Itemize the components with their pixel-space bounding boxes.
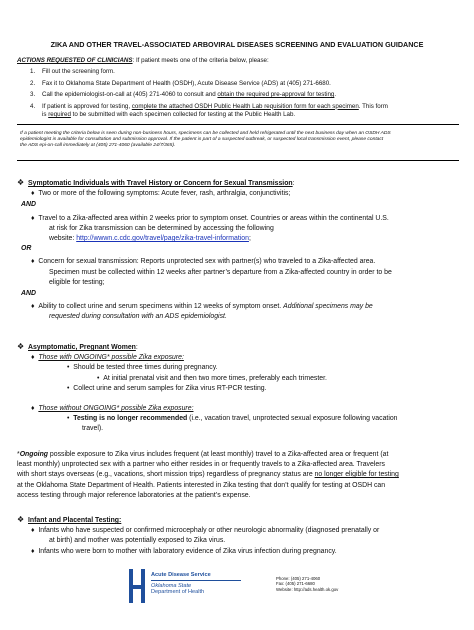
- diamond-icon: ♦: [31, 547, 35, 555]
- actions-intro: [17, 57, 457, 65]
- four-diamond-icon: ❖: [17, 342, 25, 351]
- dot-icon: •: [67, 384, 70, 392]
- diamond-icon: ♦: [31, 214, 35, 222]
- footer-website[interactable]: Website: http://ads.health.ok.gov: [276, 586, 339, 592]
- divider: [17, 124, 459, 125]
- cdc-travel-link[interactable]: http://wwwn.c.cdc.gov/travel/page/zika-travel-information: [76, 235, 249, 243]
- footer-contact: [276, 576, 396, 592]
- and-label: AND: [21, 290, 36, 298]
- actions-list: 1. Fill out the screening form. 2. Fax it to Oklahoma State Department of Health (OSDH), Acute Disease Service (ADS) at (405) 271-6680. 3. Call the epidemiologist-on-call at (405) 271-4060 to consult and obtain the required pre-approval for testing. 4. If patient is approved for testing, complete the attached OSDH Public Health Lab requisition form for each specimen. This form is required to be submitted with each specimen collected for testing at the Public Health Lab.: [30, 68, 455, 120]
- diamond-icon: ♦: [31, 303, 35, 311]
- page-title: ZIKA AND OTHER TRAVEL-ASSOCIATED ARBOVIRAL DISEASES SCREENING AND EVALUATION GUIDANCE: [50, 40, 424, 49]
- or-label: OR: [21, 245, 32, 253]
- list-item: 2. Fax it to Oklahoma State Department of Health (OSDH), Acute Disease Service (ADS) at (405) 271-6680.: [30, 79, 331, 87]
- section-infant: ❖ Infant and Placental Testing: ♦ Infants who have suspected or confirmed microcephaly or other neurologic abnormality (diagnosed prenatally or at birth) and mother was potentially exposed to Zika virus. ♦ Infants who were born to mother with laboratory evidence of Zika virus infection during pregnancy.: [17, 515, 380, 555]
- after-hours-note: If a patient meeting the criteria below is seen during non-business hours, specimens can be collected and held refrigerated until the next business day when an OSDH ADS epidemiologist is available for consultation and submission approval. If the patient is part of a suspected outbreak, or suspected local transmission event, please contact the ADS epi-on-call immediately at (405) 271-4060 (available 24/7/365).: [20, 131, 391, 149]
- section-asymptomatic: ❖ Asymptomatic, Pregnant Women: ♦ Those with ONGOING* possible Zika exposure: • Should be tested three times during pregnancy. • At initial prenatal visit and then two more times, preferably each trimester. • Collect urine and serum samples for Zika virus RT-PCR testing. ♦ Those without ONGOING* possible Zika exposure: • Testing is no longer recommended (i.e., vacation travel, unprotected sexual exposure following vacation travel).: [17, 342, 398, 433]
- diamond-icon: ♦: [31, 354, 35, 362]
- footer-fax: Fax: (405) 271-6680: [276, 581, 315, 587]
- footer-org: Acute Disease Service Oklahoma State Department of Health: [151, 572, 241, 595]
- section-heading: Symptomatic Individuals with Travel History or Concern for Sexual Transmission: [28, 180, 293, 187]
- dot-icon: •: [97, 374, 100, 382]
- four-diamond-icon: ❖: [17, 178, 25, 187]
- list-item: 1. Fill out the screening form.: [30, 68, 115, 75]
- four-diamond-icon: ❖: [17, 515, 25, 524]
- diamond-icon: ♦: [31, 405, 35, 413]
- footer-phone: Phone: (405) 271-4060: [276, 576, 321, 581]
- diamond-icon: ♦: [31, 258, 35, 266]
- and-label: AND: [21, 201, 36, 209]
- osdh-logo-icon: [126, 568, 148, 604]
- section-heading: Asymptomatic, Pregnant Women: [28, 344, 136, 351]
- actions-heading: ACTIONS REQUESTED OF CLINICIANS: [17, 57, 133, 64]
- divider: [17, 160, 459, 161]
- ongoing-definition: *Ongoing possible exposure to Zika virus includes frequent (at least monthly) travel to a Zika-affected area or frequent (at least monthly) unprotected sex with a partner who either resides in or frequently travels to a Zika-affected area. Travelers with short stays overseas (e.g., vacations, short mission trips) regardless of pregnancy status are no longer eligible for testing at the Oklahoma State Department of Health. Patients interested in Zika testing that don’t qualify for testing at OSDH can access testing through major reference laboratories at the patient’s expense.: [17, 451, 399, 499]
- diamond-icon: ♦: [31, 527, 35, 535]
- section-symptomatic: ❖ Symptomatic Individuals with Travel History or Concern for Sexual Transmission: ♦ Two or more of the following symptoms: Acute fever, rash, arthralgia, conjunctivitis; AND ♦ Travel to a Zika-affected area within 2 weeks prior to symptom onset. Countries or areas within the continental U.S. at risk for Zika transmission can be determined by accessing the following website: http://wwwn.c.cdc.gov/travel/page/zika-travel-information; OR ♦ Concern for sexual transmission: Reports unprotected sex with partner(s) who traveled to a Zika-affected area. Specimen must be collected within 12 weeks after partner’s departure from a Zika-affected country in order to be eligible for testing; AND ♦ Ability to collect urine and serum specimens within 12 weeks of symptom onset. Additional specimens may be requested during consultation with an ADS epidemiologist.: [17, 178, 462, 323]
- list-item: 3. Call the epidemiologist-on-call at (405) 271-4060 to consult and obtain the required pre-approval for testing.: [30, 91, 337, 99]
- dot-icon: •: [67, 364, 70, 372]
- list-item: 4. If patient is approved for testing, complete the attached OSDH Public Health Lab requisition form for each specimen. This form: [30, 102, 388, 110]
- diamond-icon: ♦: [31, 190, 35, 198]
- section-heading: Infant and Placental Testing:: [28, 517, 122, 524]
- dot-icon: •: [67, 415, 70, 423]
- actions-intro-text: : If patient meets one of the criteria below, please:: [132, 57, 269, 64]
